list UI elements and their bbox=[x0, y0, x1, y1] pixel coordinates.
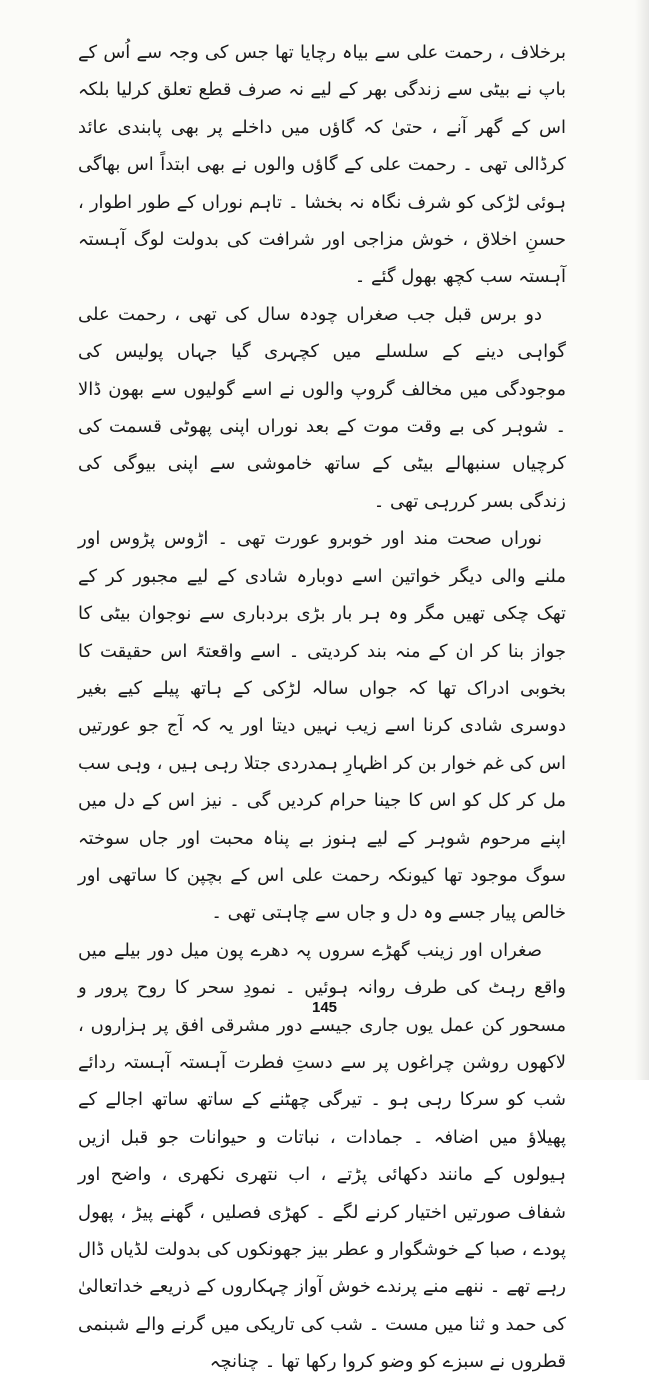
page-edge-shadow bbox=[635, 0, 649, 1080]
body-text bbox=[78, 34, 566, 1381]
paragraph: صغراں اور زینب گھڑے سروں پہ دھرے پون میل دور بیلے میں واقع رہٹ کی طرف روانہ ہوئیں ۔ نمودِ سحر کا روح پرور و مسحور کن عمل یوں جاری جیسے دور مشرقی افق پر ہزاروں ، لاکھوں روشن چراغوں پر سے دستِ فطرت آہستہ آہستہ ردائے شب کو سرکا رہی ہو ۔ تیرگی چھٹنے کے ساتھ ساتھ اجالے کے پھیلاؤ میں اضافہ ۔ جمادات ، نباتات و حیوانات جو قبل ازیں ہیولوں کے مانند دکھائی پڑتے ، اب نتھری نکھری ، واضح اور شفاف صورتیں اختیار کرنے لگے ۔ کھڑی فصلیں ، گھنے پیڑ ، پھول پودے ، صبا کے خوشگوار و عطر بیز جھونکوں کی بدولت لڈیاں ڈال رہے تھے ۔ ننھے منے پرندے خوش آواز چہکاروں کے ذریعے خداتعالیٰ کی حمد و ثنا میں مست ۔ شب کی تاریکی میں گرنے والے شبنمی قطروں نے سبزے کو وضو کروا رکھا تھا ۔ چنانچہ bbox=[78, 939, 566, 1373]
paragraph: دو برس قبل جب صغراں چودہ سال کی تھی ، رحمت علی گواہی دینے کے سلسلے میں کچہری گیا جہاں پولیس کی موجودگی میں مخالف گروپ والوں نے اسے گولیوں سے بھون ڈالا ۔ شوہر کی بے وقت موت کے بعد نوراں اپنی پھوٹی قسمت کی کرچیاں سنبھالے بیٹی کے ساتھ خاموشی سے اپنی بیوگی کی زندگی بسر کررہی تھی ۔ bbox=[78, 303, 566, 512]
page-number: 145 bbox=[311, 999, 338, 1016]
paragraph: نوراں صحت مند اور خوبرو عورت تھی ۔ اڑوس پڑوس اور ملنے والی دیگر خواتین اسے دوبارہ شادی کے لیے مجبور کر کے تھک چکی تھیں مگر وہ ہر بار بڑی بردباری سے نوجوان بیٹی کا جواز بنا کر ان کے منہ بند کردیتی ۔ اسے واقعتہً اس حقیقت کا بخوبی ادراک تھا کہ جواں سالہ لڑکی کے ہاتھ پیلے کیے بغیر دوسری شادی کرنا اسے زیب نہیں دیتا اور یہ کہ آج جو عورتیں اس کی غم خوار بن کر اظہارِ ہمدردی جتلا رہی ہیں ، وہی سب مل کر کل کو اس کا جینا حرام کردیں گی ۔ نیز اس کے دل میں اپنے مرحوم شوہر کے لیے ہنوز بے پناہ محبت اور جاں سوختہ سوگ موجود تھا کیونکہ رحمت علی اس کے بچپن کا ساتھی اور خالص پیار جسے وہ دل و جاں سے چاہتی تھی ۔ bbox=[78, 528, 566, 924]
paragraph: برخلاف ، رحمت علی سے بیاہ رچایا تھا جس کی وجہ سے اُس کے باپ نے بیٹی سے زندگی بھر کے لیے نہ صرف قطع تعلق کرلیا بلکہ اس کے گھر آنے ، حتیٰ کہ گاؤں میں داخلے پر بھی پابندی عائد کرڈالی تھی ۔ رحمت علی کے گاؤں والوں نے بھی ابتداً اس بھاگی ہوئی لڑکی کو شرف نگاہ نہ بخشا ۔ تاہم نوراں کے طور اطوار ، حسنِ اخلاق ، خوش مزاجی اور شرافت کی بدولت لوگ آہستہ آہستہ سب کچھ بھول گئے ۔ bbox=[78, 42, 566, 288]
